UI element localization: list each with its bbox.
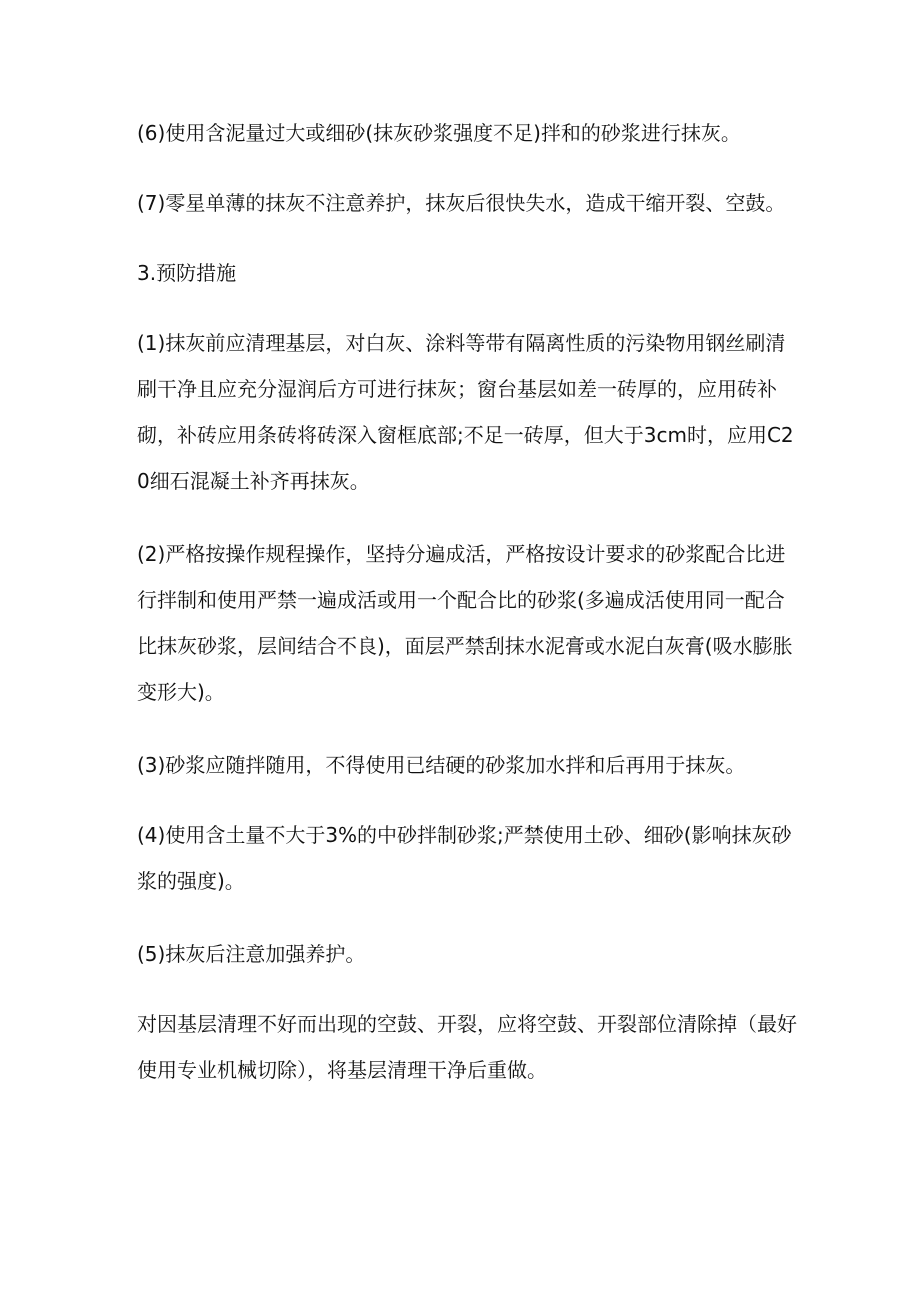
section-heading-prevention: 3.预防措施 xyxy=(137,261,237,285)
paragraph-measure-5: (5)抹灰后注意加强养护。 xyxy=(137,942,366,966)
paragraph-cause-7: (7)零星单薄的抹灰不注意养护，抹灰后很快失水，造成干缩开裂、空鼓。 xyxy=(137,191,786,215)
document-body xyxy=(137,110,797,1093)
paragraph-remedy: 对因基层清理不好而出现的空鼓、开裂，应将空鼓、开裂部位清除掉（最好使用专业机械切除），将基层清理干净后重做。 xyxy=(137,1012,797,1082)
paragraph-cause-6: (6)使用含泥量过大或细砂(抹灰砂浆强度不足)拌和的砂浆进行抹灰。 xyxy=(137,121,741,145)
paragraph-measure-3: (3)砂浆应随拌随用，不得使用已结硬的砂浆加水拌和后再用于抹灰。 xyxy=(137,753,746,777)
paragraph-measure-1: (1)抹灰前应清理基层，对白灰、涂料等带有隔离性质的污染物用钢丝刷清刷干净且应充分湿润后方可进行抹灰；窗台基层如差一砖厚的，应用砖补砌，补砖应用条砖将砖深入窗框底部;不足一砖厚，但大于3cm时，应用C20细石混凝土补齐再抹灰。 xyxy=(137,331,794,493)
paragraph-measure-4: (4)使用含土量不大于3%的中砂拌制砂浆;严禁使用土砂、细砂(影响抹灰砂浆的强度)。 xyxy=(137,823,792,893)
paragraph-measure-2: (2)严格按操作规程操作，坚持分遍成活，严格按设计要求的砂浆配合比进行拌制和使用严禁一遍成活或用一个配合比的砂浆(多遍成活使用同一配合比抹灰砂浆，层间结合不良)，面层严禁刮抹水泥膏或水泥白灰膏(吸水膨胀变形大)。 xyxy=(137,542,793,704)
